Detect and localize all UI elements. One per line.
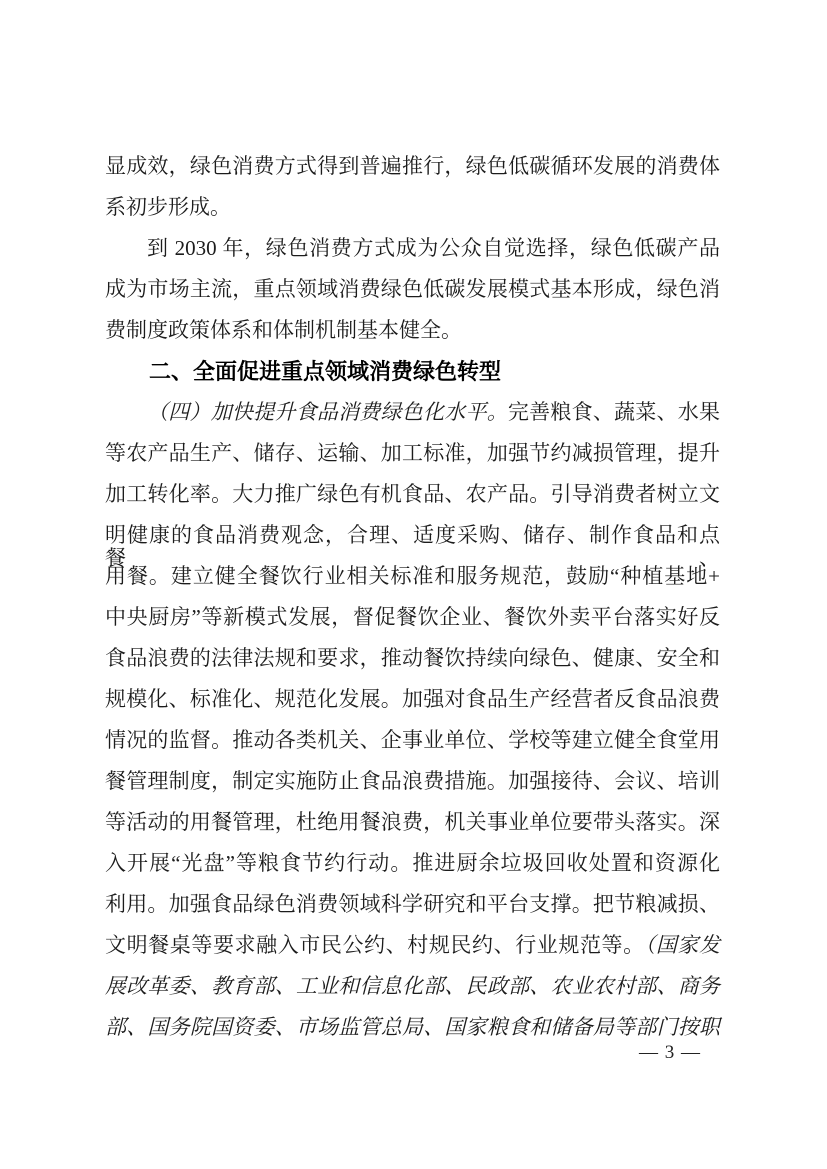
text-segment: 规模化、标准化、规范化发展。加强对食品生产经营者反食品浪费 (105, 687, 720, 711)
text-segment: 费制度政策体系和体制机制基本健全。 (105, 318, 462, 342)
text-line (105, 319, 720, 360)
text-segment: 完善粮食、蔬菜、水果 (507, 400, 720, 424)
text-segment: 餐管理制度，制定实施防止食品浪费措施。加强接待、会议、培训 (105, 769, 720, 793)
text-segment: 入开展“光盘”等粮食节约行动。推进厨余垃圾回收处置和资源化 (105, 851, 720, 875)
text-line (105, 729, 720, 770)
text-segment: 成为市场主流，重点领域消费绿色低碳发展模式基本形成，绿色消 (105, 277, 720, 301)
text-line (105, 278, 720, 319)
text-line (105, 483, 720, 524)
department-note-segment: 展改革委、教育部、工业和信息化部、民政部、农业农村部、商务 (105, 974, 720, 998)
text-line (105, 934, 720, 975)
text-line (105, 811, 720, 852)
text-segment: 加工转化率。大力推广绿色有机食品、农产品。引导消费者树立文 (105, 482, 720, 506)
clause-heading-segment: （四）加快提升食品消费绿色化水平。 (147, 400, 508, 424)
text-segment: 用餐。建立健全餐饮行业相关标准和服务规范，鼓励“种植基地+ (105, 564, 720, 588)
text-segment: 等农产品生产、储存、运输、加工标准，加强节约减损管理，提升 (105, 441, 720, 465)
text-line (105, 523, 720, 570)
text-line (105, 155, 720, 196)
text-segment: 文明餐桌等要求融入市民公约、村规民约、行业规范等。 (105, 933, 645, 957)
document-text-block (105, 155, 720, 1057)
text-line (105, 196, 720, 237)
text-segment: 食品浪费的法律法规和要求，推动餐饮持续向绿色、健康、安全和 (105, 646, 720, 670)
section-heading-text: 二、全面促进重点领域消费绿色转型 (149, 359, 502, 384)
text-line (105, 401, 720, 442)
text-line (105, 770, 720, 811)
text-line (105, 565, 720, 606)
text-line (105, 442, 720, 483)
text-segment: 系初步形成。 (105, 195, 231, 219)
text-segment: 到 2030 年，绿色消费方式成为公众自觉选择，绿色低碳产品 (147, 236, 720, 260)
text-segment: 等活动的用餐管理，杜绝用餐浪费，机关事业单位要带头落实。深 (105, 810, 720, 834)
text-segment: 中央厨房”等新模式发展，督促餐饮企业、餐饮外卖平台落实好反 (105, 605, 720, 629)
text-segment: 情况的监督。推动各类机关、企事业单位、学校等建立健全食堂用 (105, 728, 720, 752)
text-segment: 利用。加强食品绿色消费领域科学研究和平台支撑。把节粮减损、 (105, 892, 720, 916)
text-line (105, 1016, 720, 1057)
section-heading (105, 360, 720, 401)
text-line (105, 606, 720, 647)
text-line (105, 975, 720, 1016)
text-line (105, 852, 720, 893)
text-segment: 明健康的食品消费观念，合理、适度采购、储存、制作食品和点餐、 (105, 523, 720, 570)
department-note-segment: 部、国务院国资委、市场监管总局、国家粮食和储备局等部门按职 (105, 1015, 720, 1039)
text-line (105, 647, 720, 688)
text-line (105, 893, 720, 934)
text-line (105, 237, 720, 278)
page-number: — 3 — (639, 1042, 701, 1063)
text-segment: 显成效，绿色消费方式得到普遍推行，绿色低碳循环发展的消费体 (105, 154, 720, 178)
department-note-segment: （国家发 (644, 933, 721, 957)
text-line (105, 688, 720, 729)
